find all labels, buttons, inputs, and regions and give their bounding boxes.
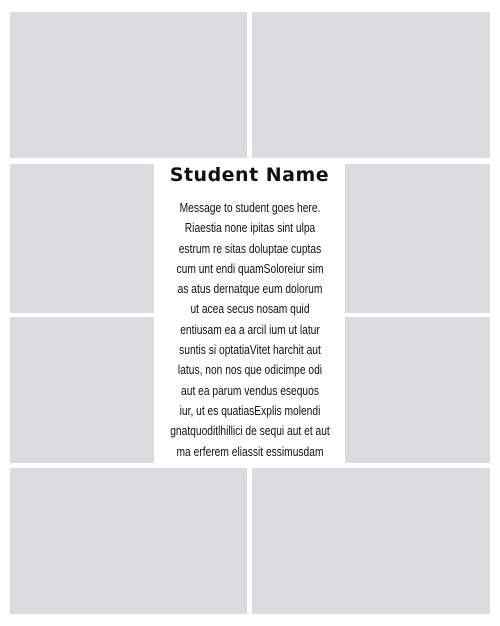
- photo-tile-middle-left-lower: [10, 317, 154, 463]
- message-line: ut acea secus nosam quid: [190, 302, 310, 317]
- photo-tile-top-right: [252, 12, 490, 158]
- message-line: iur, ut es quatiasExplis molendi: [179, 403, 321, 418]
- message-line: latus, non nos que odicimpe odi: [177, 363, 323, 378]
- photo-tile-middle-right-lower: [345, 317, 490, 463]
- message-line: Message to student goes here.: [179, 201, 321, 215]
- message-line: entiusam ea a arcil ium ut latur: [180, 322, 320, 337]
- message-card: [155, 160, 344, 464]
- photo-tile-bottom-right: [252, 468, 490, 614]
- message-line: Riaestia none ipitas sint ulpa: [184, 221, 316, 236]
- photo-tile-middle-left-upper: [10, 164, 154, 313]
- photo-tile-middle-right-upper: [345, 164, 490, 313]
- message-body: [156, 198, 345, 462]
- message-line: aut ea parum vendus esequos: [181, 383, 319, 398]
- photo-tile-bottom-left: [10, 468, 247, 614]
- message-line: as atus dernatque eum dolorum: [177, 282, 323, 297]
- message-line: suntis si optatiaVitet harchit aut: [179, 343, 321, 358]
- message-line: gnatquoditlhillici de sequi aut et aut: [170, 424, 330, 439]
- message-line: cum unt endi quamSoloreiur sim: [176, 261, 324, 276]
- message-line: ma erferem eliassit essimusdam: [176, 444, 324, 459]
- photo-tile-top-left: [10, 12, 247, 158]
- message-line: estrum re sitas doluptae cuptas: [178, 241, 322, 256]
- student-name-heading: Student Name: [169, 164, 330, 186]
